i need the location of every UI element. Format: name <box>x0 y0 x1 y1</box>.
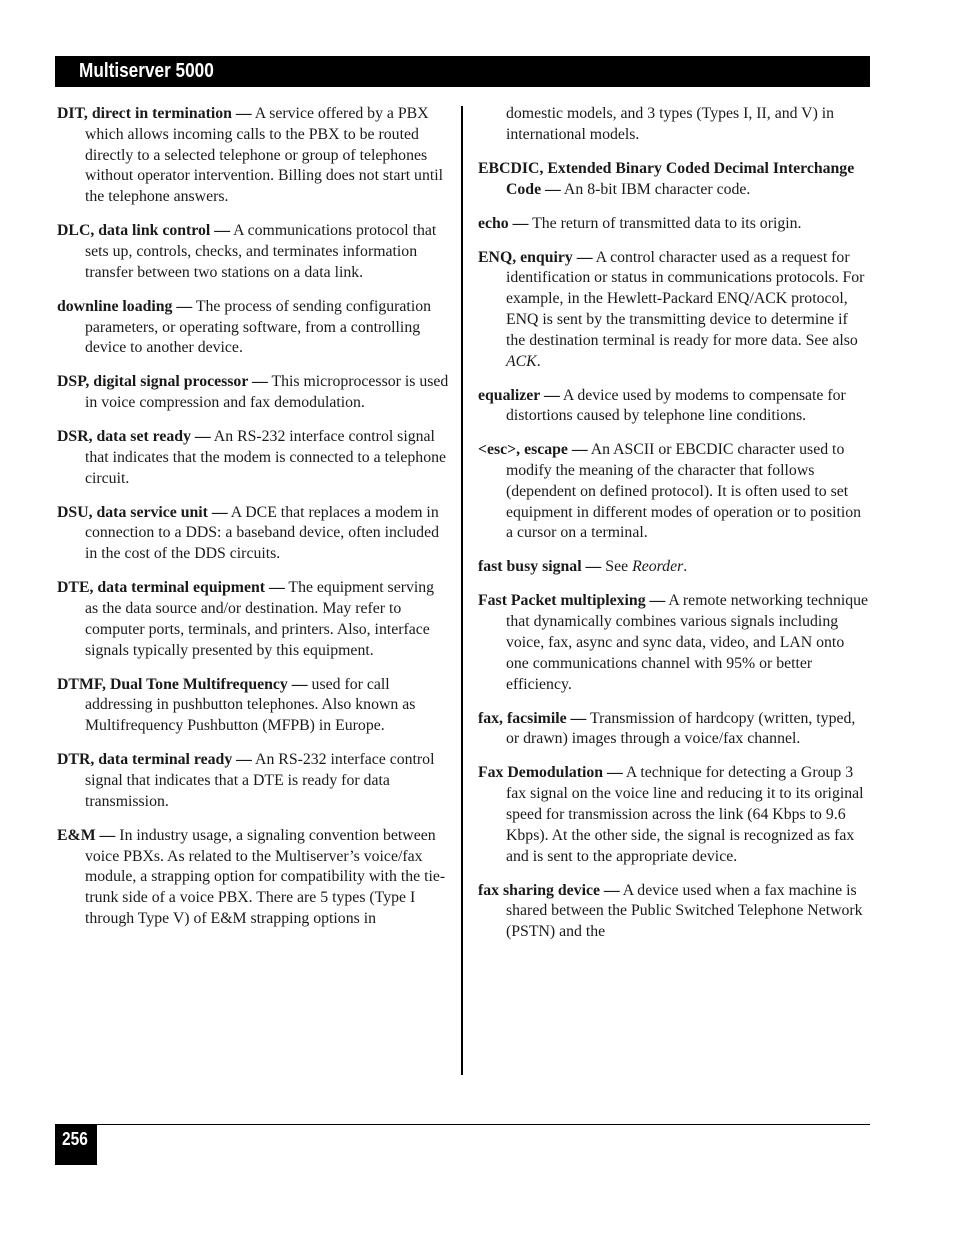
cross-reference: ACK <box>506 352 537 370</box>
glossary-entry <box>57 503 450 565</box>
glossary-entry <box>478 214 870 235</box>
header-bar <box>55 56 870 87</box>
entry-term: fax, facsimile — <box>478 709 587 727</box>
entry-continuation: domestic models, and 3 types (Types I, II, and V) in international models. <box>506 105 835 143</box>
entry-definition: This microprocessor is used in voice compression and fax demodulation. <box>85 373 449 412</box>
entry-term: downline loading — <box>57 297 193 315</box>
glossary-entry <box>57 675 450 737</box>
glossary-entry <box>57 221 450 283</box>
entry-definition: An 8-bit IBM character code. <box>560 180 751 198</box>
glossary-entry <box>57 427 450 489</box>
glossary-entry <box>57 104 450 208</box>
entry-definition: A technique for detecting a Group 3 fax signal on the voice line and reducing it to its original speed for transmission across the link (64 Kbps to 9.6 Kbps). At the other side, the signal is recognized as fax and is sent to the appropriate device. <box>506 764 864 865</box>
entry-definition: A remote networking technique that dynamically combines various signals including voice, fax, async and sync data, video, and LAN onto one communications channel with 95% or better efficiency. <box>506 592 869 693</box>
entry-definition: See <box>601 558 633 576</box>
entry-definition: In industry usage, a signaling convention between voice PBXs. As related to the Multiserver’s voice/fax module, a strapping option for compatibility with the tie-trunk side of a voice PBX. There are 5 types (Type I through Type V) of E&M strapping options in <box>85 826 446 927</box>
entry-term: DLC, data link control — <box>57 222 231 240</box>
glossary-entry <box>478 557 870 578</box>
glossary-entry <box>57 750 450 812</box>
entry-definition: Transmission of hardcopy (written, typed, or drawn) images through a voice/fax channel. <box>506 709 856 748</box>
entry-punctuation: . <box>683 558 688 576</box>
entry-definition: used for call addressing in pushbutton telephones. Also known as Multifrequency Pushbutton (MFPB) in Europe. <box>85 675 416 735</box>
cross-reference: Reorder <box>632 558 684 576</box>
glossary-entry <box>478 709 870 751</box>
glossary-entry <box>57 372 450 414</box>
entry-term: ENQ, enquiry — <box>478 248 593 266</box>
glossary-column-right <box>478 104 870 956</box>
entry-term: EBCDIC, Extended Binary Coded Decimal Interchange Code — <box>478 159 855 198</box>
entry-definition: The return of transmitted data to its origin. <box>528 214 802 232</box>
entry-definition: The process of sending configuration parameters, or operating software, from a controlling device to another device. <box>85 297 431 357</box>
glossary-entry <box>478 591 870 695</box>
entry-term: <esc>, escape — <box>478 441 588 459</box>
entry-definition: A DCE that replaces a modem in connection to a DDS: a baseband device, often included in the cost of the DDS circuits. <box>85 503 439 563</box>
entry-definition: An RS-232 interface control signal that indicates that a DTE is ready for data transmission. <box>85 751 435 810</box>
entry-definition: A control character used as a request for identification or status in communications protocols. For example, in the Hewlett-Packard ENQ/ACK protocol, ENQ is sent by the transmitting device to determine if the destination terminal is ready for more data. See also <box>506 248 865 349</box>
glossary-entry <box>478 440 870 544</box>
glossary-column-left <box>57 104 450 943</box>
entry-definition: A communications protocol that sets up, controls, checks, and terminates information transfer between two stations on a data link. <box>85 222 437 281</box>
glossary-entry <box>57 578 450 661</box>
glossary-entry <box>478 881 870 943</box>
entry-term: fast busy signal — <box>478 558 602 576</box>
entry-definition: An RS-232 interface control signal that indicates that the modem is connected to a telephone circuit. <box>85 428 447 487</box>
entry-term: DSP, digital signal processor — <box>57 373 268 391</box>
entry-punctuation: . <box>536 352 541 370</box>
glossary-entry <box>478 159 870 201</box>
entry-term: DSR, data set ready — <box>57 428 211 446</box>
entry-term: Fax Demodulation — <box>478 764 623 782</box>
page-number-box <box>55 1124 97 1165</box>
entry-term: DTR, data terminal ready — <box>57 751 252 769</box>
footer-rule <box>55 1124 870 1125</box>
entry-definition: The equipment serving as the data source and/or destination. May refer to computer ports, terminals, and printers. Also, interface signals typically presented by this equipment. <box>85 579 435 659</box>
entry-term: DSU, data service unit — <box>57 503 228 521</box>
glossary-entry <box>478 248 870 373</box>
column-divider <box>461 106 463 1075</box>
glossary-entry <box>57 297 450 359</box>
entry-term: equalizer — <box>478 386 560 404</box>
entry-term: DTE, data terminal equipment — <box>57 579 285 597</box>
entry-term: fax sharing device — <box>478 881 620 899</box>
entry-definition: A device used when a fax machine is shared between the Public Switched Telephone Network (PSTN) and the <box>506 881 863 941</box>
entry-definition: A service offered by a PBX which allows incoming calls to the PBX to be routed directly to a selected telephone or group of telephones without operator intervention. Billing does not start until the telephone answers. <box>85 105 444 206</box>
entry-term: DTMF, Dual Tone Multifrequency — <box>57 675 308 693</box>
page-title: Multiserver 5000 <box>79 60 214 82</box>
glossary-entry <box>478 386 870 428</box>
entry-term: echo — <box>478 214 529 232</box>
glossary-entry <box>57 826 450 930</box>
entry-term: DIT, direct in termination — <box>57 105 252 122</box>
entry-term: E&M — <box>57 826 116 844</box>
entry-term: Fast Packet multiplexing — <box>478 592 666 610</box>
entry-definition: An ASCII or EBCDIC character used to modify the meaning of the character that follows (dependent on defined protocol). It is often used to set equipment in different modes of operation or to position a cursor on a terminal. <box>506 441 862 542</box>
glossary-entry <box>478 763 870 867</box>
page-number: 256 <box>62 1129 88 1149</box>
entry-definition: A device used by modems to compensate for distortions caused by telephone line conditions. <box>506 386 846 425</box>
